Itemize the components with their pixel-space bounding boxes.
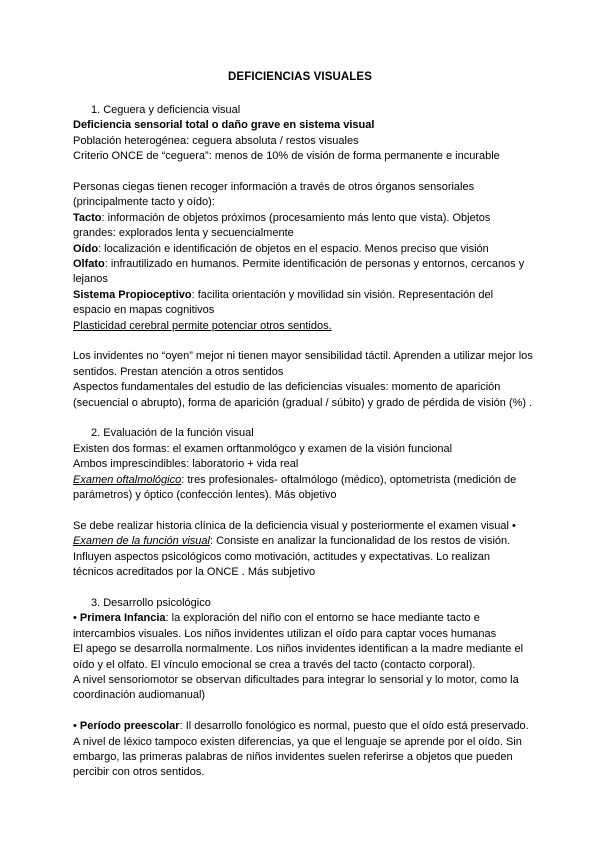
term-propioceptivo: Sistema Propioceptivo — [73, 288, 192, 301]
bullet: • — [73, 612, 80, 625]
document-body — [73, 103, 533, 781]
sense-oido — [73, 242, 533, 257]
definition-text: Deficiencia sensorial total o daño grave en sistema visual — [73, 119, 375, 132]
funcion-visual-description: : Consiste en analizar la funcionalidad de los restos de visión. Influyen aspectos psicológicos como motivación, actitudes y expectativas. Lo realizan técnicos acreditados por la ONCE . Más subjetivo — [73, 535, 511, 579]
oftalmologico-description: : tres profesionales- oftalmólogo (médico), optometrista (medición de parámetros) y óptico (confección lentes). Más objetivo — [73, 473, 517, 502]
term-periodo-preescolar: Período preescolar — [79, 720, 180, 733]
paragraph: Criterio ONCE de “ceguera”: menos de 10% de visión de forma permanente e incurable — [73, 150, 500, 163]
exam-oftalmologico — [73, 473, 533, 504]
section-1-bold-line — [73, 118, 533, 133]
paragraph: A nivel sensoriomotor se observan dificultades para integrar lo sensorial y lo motor, como la coordinación audiomanual) — [73, 673, 519, 702]
paragraph: Se debe realizar historia clínica de la deficiencia visual y posteriormente el examen visual • — [73, 519, 516, 532]
sense-tacto — [73, 211, 533, 242]
term-tacto: Tacto — [73, 211, 102, 224]
paragraph: Ambos imprescindibles: laboratorio + vida real — [73, 458, 299, 471]
term-examen-oftalmologico: Examen oftalmológico — [73, 473, 182, 486]
section-2-heading: 2. Evaluación de la función visual — [91, 427, 254, 440]
sense-propioceptivo — [73, 288, 533, 319]
term-examen-funcion-visual: Examen de la función visual — [73, 535, 210, 548]
plasticity-note — [73, 319, 533, 334]
plasticity-text: Plasticidad cerebral permite potenciar otros sentidos. — [73, 319, 332, 332]
olfato-description: : infrautilizado en humanos. Permite identificación de personas y entornos, cercanos y lejanos — [73, 258, 525, 286]
paragraph: Existen dos formas: el examen orftanmológco y examen de la visión funcional — [73, 442, 453, 455]
periodo-preescolar — [73, 719, 533, 781]
primera-infancia-description: : la exploración del niño con el entorno se hace mediante tacto e intercambios visuales. Los niños invidentes utilizan el oído para captar voces humanas — [73, 612, 497, 640]
paragraph: Población heterogénea: ceguera absoluta / restos visuales — [73, 134, 359, 147]
paragraph: Personas ciegas tienen recoger información a través de otros órganos sensoriales (principalmente tacto y oído): — [73, 181, 475, 209]
sense-olfato — [73, 257, 533, 288]
section-1-heading: 1. Ceguera y deficiencia visual — [91, 104, 241, 116]
term-oido: Oído — [73, 242, 99, 255]
term-olfato: Olfato — [73, 258, 105, 271]
paragraph: Aspectos fundamentales del estudio de las deficiencias visuales: momento de aparición (secuencial o abrupto), forma de aparición (gradual / súbito) y grado de pérdida de visión (%) . — [73, 381, 533, 409]
bullet: • — [73, 720, 80, 733]
primera-infancia — [73, 611, 533, 642]
document-title: DEFICIENCIAS VISUALES — [228, 71, 372, 83]
propioceptivo-description: : facilita orientación y movilidad sin visión. Representación del espacio en mapas cognitivos — [73, 288, 494, 317]
periodo-preescolar-description: : Il desarrollo fonológico es normal, puesto que el oído está preservado. A nivel de léxico tampoco existen diferencias, ya que el lenguaje se aprende por el oído. Sin embargo, las primeras palabras de niños invidentes suelen referirse a objetos que pueden percibir con otros sentidos. — [73, 720, 529, 779]
paragraph: El apego se desarrolla normalmente. Los niños invidentes identifican a la madre mediante el oído y el olfato. El vínculo emocional se crea a través del tacto (contacto corporal). — [73, 643, 524, 671]
term-primera-infancia: Primera Infancia — [79, 612, 166, 625]
section-3-heading: 3. Desarrollo psicológico — [91, 596, 211, 609]
oido-description: : localización e identificación de objetos en el espacio. Menos preciso que visión — [98, 242, 489, 255]
tacto-description: : información de objetos próximos (procesamiento más lento que vista). Objetos grandes: explorados lenta y secuencialmente — [73, 211, 491, 240]
paragraph: Los invidentes no “oyen” mejor ni tienen mayor sensibilidad táctil. Aprenden a utilizar mejor los sentidos. Prestan atención a otros sentidos — [73, 350, 533, 378]
exam-funcion-visual — [73, 534, 533, 580]
